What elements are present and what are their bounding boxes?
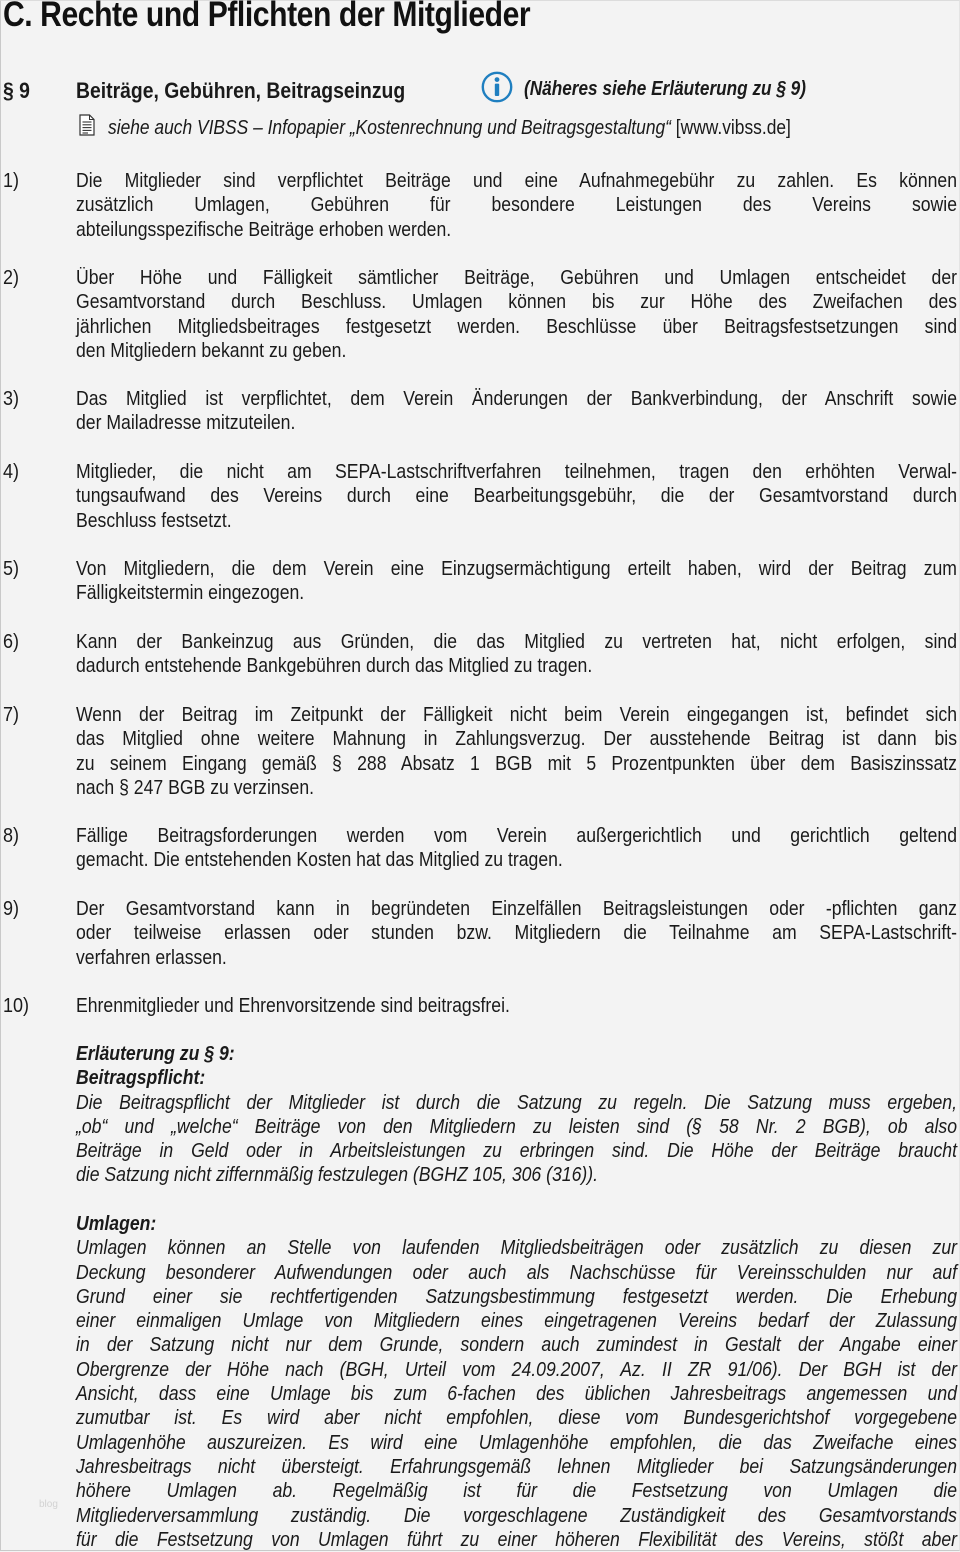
text-line: in der Satzung nicht nur dem Grunde, sondern auch zumindest in Gestalt der Angabe einer [76,1334,957,1357]
text-line: Von Mitgliedern, die dem Verein eine Einzugsermächtigung erteilt haben, wird der Beitrag zum [76,558,957,580]
text-line: Deckung besonderer Aufwendungen oder auch als Nachschüsse für Vereinsschulden nur auf [76,1261,957,1284]
text-line: nach § 247 BGB zu verzinsen. [76,776,315,799]
item-text [76,994,957,1018]
item-text [76,630,957,679]
text-line: Wenn der Beitrag im Zeitpunkt der Fälligkeit nicht beim Verein eingegangen ist, befindet sich [76,704,957,726]
section-number: § 9 [3,78,30,103]
explanation-heading: Erläuterung zu § 9: [76,1043,235,1065]
explanation-subheading: Beitragspflicht: [76,1067,206,1090]
item-number: 6) [3,631,20,653]
see-also-text: siehe auch VIBSS – Infopapier „Kostenrechnung und Beitragsgestaltung“ [108,117,671,139]
item-number: 5) [3,558,20,580]
text-line: Mitgliederversammlung zuständig. Die vorgeschlagene Zuständigkeit des Gesamtvorstands [76,1504,957,1527]
item-number: 2) [3,267,20,289]
text-line: Beiträge in Geld oder in Arbeitsleistungen zu erbringen sind. Die Höhe der Beiträge braucht [76,1140,957,1163]
item-number: 10) [3,995,30,1017]
text-line: zumutbar ist. Es wird aber nicht empfohlen, diese vom Bundesgerichtshof vorgegebene [76,1407,957,1430]
item-number: 3) [3,388,20,410]
text-line: der Mailadresse mitzuteilen. [76,412,296,435]
text-line: Kann der Bankeinzug aus Gründen, die das Mitglied zu vertreten hat, nicht erfolgen, sind [76,631,957,653]
text-line: Das Mitglied ist verpflichtet, dem Verein Änderungen der Bankverbindung, der Anschrift sowie [76,388,957,410]
item-text [76,824,957,873]
text-line: Fälligkeitstermin eingezogen. [76,582,305,605]
text-line: höhere Umlagen ab. Regelmäßig ist für die Festsetzung von Umlagen die [76,1480,957,1503]
text-line: gemacht. Die entstehenden Kosten hat das Mitglied zu tragen. [76,849,563,872]
text-line: Obergrenze der Höhe nach (BGH, Urteil vom 24.09.2007, Az. II ZR 91/06). Der BGH ist der [76,1358,957,1381]
text-line: Umlagenhöhe auszureizen. Es wird eine Umlagenhöhe empfohlen, die das Zweifache eines [76,1431,957,1454]
item-number: 9) [3,898,20,920]
page-title: C. Rechte und Pflichten der Mitglieder [3,0,531,34]
text-line: Fällige Beitragsforderungen werden vom Verein außergerichtlich und gerichtlich geltend [76,825,957,847]
text-line: Ansicht, dass eine Umlage bis zum 6-fachen des üblichen Jahresbeitrags angemessen und [76,1383,957,1406]
text-line: Grund einer sie rechtfertigenden Satzungsbestimmung festgesetzt werden. Die Erhebung [76,1285,957,1308]
section-note: (Näheres siehe Erläuterung zu § 9) [524,78,806,100]
item-number: 4) [3,461,20,483]
text-line: Die Mitglieder sind verpflichtet Beiträge und eine Aufnahmegebühr zu zahlen. Es können [76,170,957,192]
text-line: Umlagen können an Stelle von laufenden Mitgliedsbeiträgen oder zusätzlich zu diesen zur [76,1237,957,1260]
text-line: einer einmaligen Umlage von Mitgliedern eines eingetragenen Vereins bedarf der Zulassung [76,1310,957,1333]
text-line: verfahren erlassen. [76,946,227,969]
explanation-umlagen [76,1212,957,1552]
item-text [76,460,957,533]
text-line: zu seinem Eingang gemäß § 288 Absatz 1 BGB mit 5 Prozentpunkten über dem Basiszinssatz [76,752,957,775]
text-line: den Mitgliedern bekannt zu geben. [76,339,347,362]
watermark: blog [39,1499,58,1510]
text-line: die Satzung nicht ziffernmäßig festzulegen (BGHZ 105, 306 (316)). [76,1164,599,1187]
item-text [76,703,957,800]
text-line: Beschluss festsetzt. [76,509,232,532]
text-line: dadurch entstehende Bankgebühren durch das Mitglied zu tragen. [76,655,593,678]
text-line: jährlichen Mitgliedsbeitrages festgesetzt werden. Beschlüsse über Beitragsfestsetzungen sind [76,315,957,338]
text-line: Der Gesamtvorstand kann in begründeten Einzelfällen Beitragsleistungen oder -pflichten ganz [76,898,957,920]
info-circle-icon[interactable] [481,71,513,103]
text-line: Jahresbeitrags nicht übersteigt. Erfahrungsgemäß lehnen Mitglieder bei Satzungsänderungen [76,1455,957,1478]
text-line: Gesamtvorstand durch Beschluss. Umlagen können bis zur Höhe des Zweifachen des [76,291,957,314]
item-number: 8) [3,825,20,847]
text-line: Mitglieder, die nicht am SEPA-Lastschriftverfahren teilnehmen, tragen den erhöhten Verwal- [76,461,957,483]
see-also-reference [108,117,791,140]
text-line: zusätzlich Umlagen, Gebühren für besondere Leistungen des Vereins sowie [76,194,957,217]
text-line: Über Höhe und Fälligkeit sämtlicher Beiträge, Gebühren und Umlagen entscheidet der [76,267,957,289]
text-line: für die Festsetzung von Umlagen führt zu einer höheren Flexibilität des Vereins, stößt aber [76,1528,957,1551]
item-number: 1) [3,170,20,192]
text-line: abteilungsspezifische Beiträge erhoben werden. [76,218,452,241]
document-icon [79,114,95,136]
explanation-subheading: Umlagen: [76,1213,157,1235]
text-line: „ob“ und „welche“ Beiträge von den Mitgliedern zu leisten sind (§ 58 Nr. 2 BGB), ob also [76,1115,957,1138]
item-number: 7) [3,704,20,726]
item-text [76,387,957,436]
text-line: oder teilweise erlassen oder stunden bzw. Mitgliedern die Teilnahme am SEPA-Lastschrift- [76,922,957,945]
text-line: das Mitglied ohne weitere Mahnung in Zahlungsverzug. Der ausstehende Beitrag ist dann bis [76,728,957,751]
section-title: Beiträge, Gebühren, Beitragseinzug [76,78,406,103]
explanation-section [76,1042,957,1188]
text-line: tungsaufwand des Vereins durch eine Bearbeitungsgebühr, die der Gesamtvorstand durch [76,485,957,508]
item-text [76,557,957,606]
see-also-link[interactable]: [www.vibss.de] [675,117,791,139]
item-text [76,169,957,242]
item-text [76,266,957,363]
text-line: Ehrenmitglieder und Ehrenvorsitzende sind beitragsfrei. [76,995,510,1017]
item-text [76,897,957,970]
text-line: Die Beitragspflicht der Mitglieder ist durch die Satzung zu regeln. Die Satzung muss ergeben, [76,1091,957,1114]
